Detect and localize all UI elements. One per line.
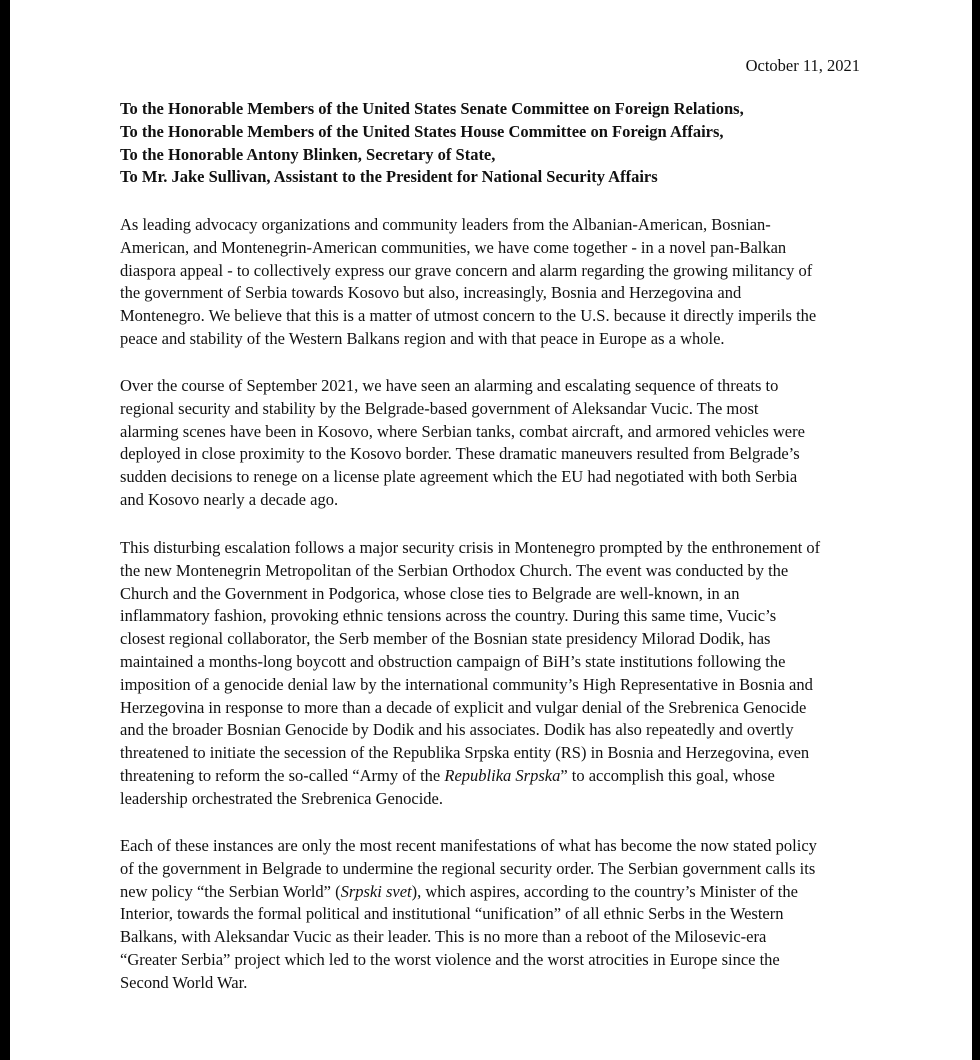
paragraph-4 (120, 835, 880, 995)
paragraph-line: Church and the Government in Podgorica, whose close ties to Belgrade are well-known, in an (120, 583, 740, 603)
paragraph-line: sudden decisions to renege on a license plate agreement which the EU had negotiated with both Serbia (120, 467, 798, 487)
text-segment: new policy “the Serbian World” ( (120, 881, 341, 901)
paragraph-line: Montenegro. We believe that this is a matter of utmost concern to the U.S. because it directly imperils the (120, 306, 817, 326)
letter-date: October 11, 2021 (745, 56, 860, 75)
italic-term: Republika Srpska (444, 765, 561, 785)
paragraph-2 (120, 375, 880, 512)
paragraph-line-with-italic (120, 765, 880, 788)
paragraph-line-with-italic (120, 881, 880, 904)
paragraph-line: This disturbing escalation follows a major security crisis in Montenegro prompted by the enthronement of (120, 538, 821, 557)
paragraph-line: inflammatory fashion, provoking ethnic tensions across the country. During this same time, Vucic’s (120, 606, 777, 626)
paragraph-line: Interior, towards the formal political and institutional “unification” of all ethnic Serbs in the Western (120, 904, 784, 924)
paragraph-line: American, and Montenegrin-American communities, we have come together - in a novel pan-Balkan (120, 237, 787, 257)
paragraph-line: the new Montenegrin Metropolitan of the Serbian Orthodox Church. The event was conducted by the (120, 560, 789, 580)
paragraph-line: As leading advocacy organizations and community leaders from the Albanian-American, Bosnian- (120, 215, 771, 234)
paragraph-line: imposition of a genocide denial law by the international community’s High Representative in Bosnia and (120, 674, 813, 694)
italic-term: Srpski svet (340, 881, 412, 901)
addressee-line: To the Honorable Antony Blinken, Secretary of State, (120, 144, 496, 164)
paragraph-line: Each of these instances are only the most recent manifestations of what has become the now stated policy (120, 836, 817, 855)
paragraph-line: and Kosovo nearly a decade ago. (120, 489, 339, 509)
addressee-line: To Mr. Jake Sullivan, Assistant to the President for National Security Affairs (120, 167, 658, 187)
paragraph-line: maintained a months-long boycott and obstruction campaign of BiH’s state institutions following the (120, 651, 786, 671)
letter-page (10, 0, 972, 1060)
text-segment: ), which aspires, according to the country’s Minister of the (411, 881, 798, 901)
paragraph-line: alarming scenes have been in Kosovo, where Serbian tanks, combat aircraft, and armored vehicles were (120, 421, 805, 441)
paragraph-line: diaspora appeal - to collectively express our grave concern and alarm regarding the growing militancy of (120, 260, 813, 280)
paragraph-3 (120, 537, 880, 811)
addressee-line: To the Honorable Members of the United States House Committee on Foreign Affairs, (120, 121, 724, 141)
paragraph-line: Balkans, with Aleksandar Vucic as their leader. This is no more than a reboot of the Milosevic-era (120, 927, 767, 947)
paragraph-line: Herzegovina in response to more than a decade of explicit and vulgar denial of the Srebrenica Genocide (120, 697, 807, 717)
paragraph-line: the government of Serbia towards Kosovo but also, increasingly, Bosnia and Herzegovina and (120, 283, 742, 303)
paragraph-line: Over the course of September 2021, we have seen an alarming and escalating sequence of threats to (120, 376, 779, 395)
addressee-block (120, 98, 880, 189)
paragraph-line: Second World War. (120, 972, 248, 992)
paragraph-line: deployed in close proximity to the Kosovo border. These dramatic maneuvers resulted from Belgrade’s (120, 444, 800, 464)
paragraph-line: of the government in Belgrade to undermine the regional security order. The Serbian government calls its (120, 858, 816, 878)
paragraph-line: and the broader Bosnian Genocide by Dodik and his associates. Dodik has also repeatedly and overtly (120, 720, 794, 740)
paragraph-line: threatened to initiate the secession of the Republika Srpska entity (RS) in Bosnia and Herzegovina, even (120, 743, 810, 763)
paragraph-1 (120, 214, 880, 351)
paragraph-line: peace and stability of the Western Balkans region and with that peace in Europe as a whole. (120, 328, 725, 348)
text-segment: ” to accomplish this goal, whose (560, 765, 775, 785)
addressee-line: To the Honorable Members of the United States Senate Committee on Foreign Relations, (120, 99, 744, 118)
text-segment: threatening to reform the so-called “Army of the (120, 765, 445, 785)
paragraph-line: leadership orchestrated the Srebrenica Genocide. (120, 788, 443, 808)
paragraph-line: “Greater Serbia” project which led to the worst violence and the worst atrocities in Europe since the (120, 949, 780, 969)
paragraph-line: closest regional collaborator, the Serb member of the Bosnian state presidency Milorad Dodik, has (120, 629, 771, 649)
paragraph-line: regional security and stability by the Belgrade-based government of Aleksandar Vucic. The most (120, 398, 759, 418)
